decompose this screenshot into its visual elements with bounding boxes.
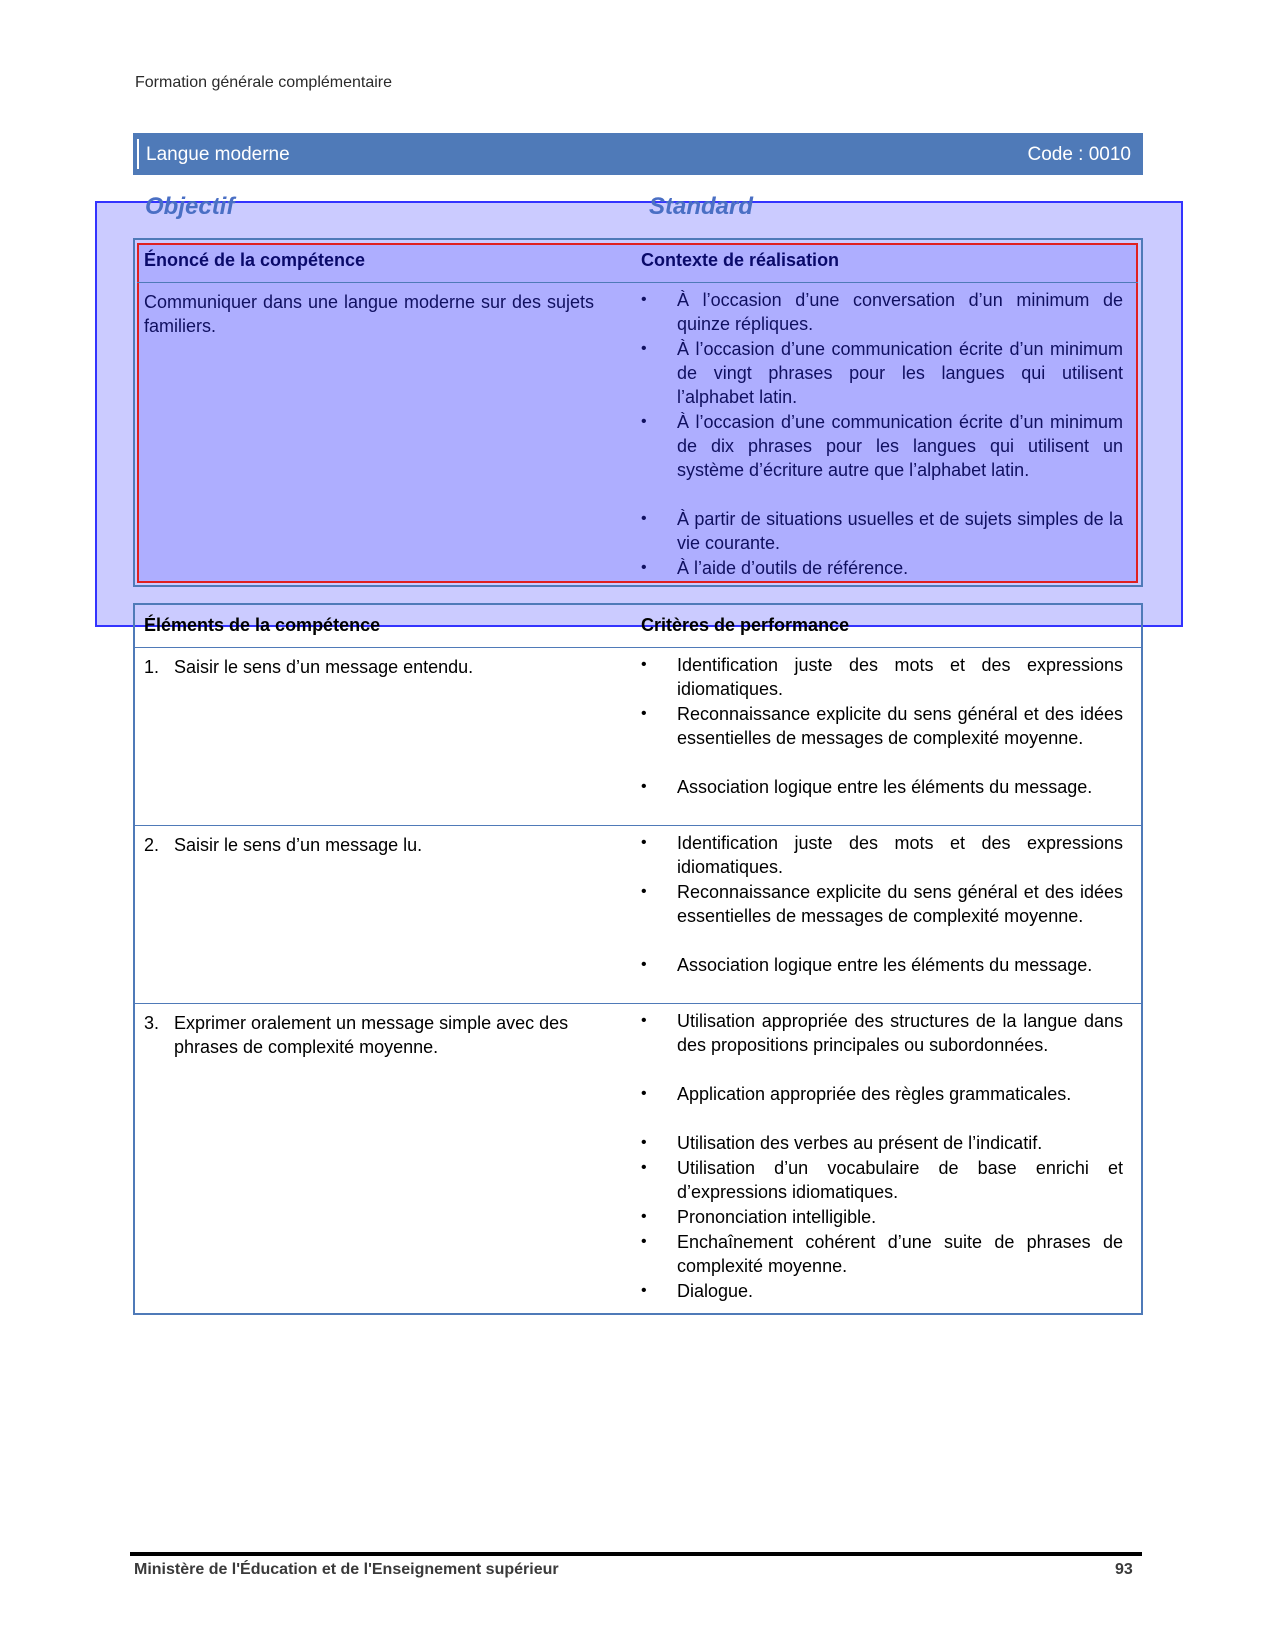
criterion-item: Utilisation appropriée des structures de la langue dans des propositions principales ou subordonnées. — [677, 1011, 1123, 1055]
row-divider — [135, 1003, 1141, 1004]
bullet-icon: • — [641, 883, 647, 900]
bullet-icon: • — [641, 705, 647, 722]
bullet-icon: • — [641, 1233, 647, 1250]
competence-header-divider — [137, 282, 1138, 283]
bullet-icon: • — [641, 956, 647, 973]
bullet-icon: • — [641, 1282, 647, 1299]
banner-divider — [137, 139, 139, 169]
context-item: À l’occasion d’une conversation d’un minimum de quinze répliques. — [677, 290, 1123, 334]
bullet-icon: • — [641, 1134, 647, 1151]
objectif-label: Objectif — [145, 193, 235, 220]
element-text: Saisir le sens d’un message lu. — [174, 835, 423, 855]
criteria-header: Critères de performance — [641, 615, 850, 635]
context-header: Contexte de réalisation — [641, 250, 840, 270]
context-item: À l’occasion d’une communication écrite d’un minimum de vingt phrases pour les langues qui utilisent l’alphabet latin. — [677, 339, 1123, 407]
criterion-item: Identification juste des mots et des expressions idiomatiques. — [677, 655, 1123, 699]
criterion-item: Enchaînement cohérent d’une suite de phrases de complexité moyenne. — [677, 1232, 1123, 1276]
bullet-icon: • — [641, 291, 647, 308]
criterion-item: Dialogue. — [677, 1281, 754, 1301]
element-number: 2. — [144, 835, 160, 855]
context-item: À partir de situations usuelles et de sujets simples de la vie courante. — [677, 509, 1123, 553]
criterion-item: Prononciation intelligible. — [677, 1207, 877, 1227]
elements-header: Éléments de la compétence — [144, 615, 381, 635]
bullet-icon: • — [641, 510, 647, 527]
context-item: À l’aide d’outils de référence. — [677, 558, 909, 578]
bullet-icon: • — [641, 1208, 647, 1225]
subject-title: Langue moderne — [146, 144, 290, 165]
standard-label: Standard — [649, 193, 754, 220]
bullet-icon: • — [641, 1085, 647, 1102]
bullet-icon: • — [641, 413, 647, 430]
element-text: Saisir le sens d’un message entendu. — [174, 657, 474, 677]
bullet-icon: • — [641, 1012, 647, 1029]
footer-ministry: Ministère de l'Éducation et de l'Enseignement supérieur — [134, 1561, 559, 1578]
context-item: À l’occasion d’une communication écrite d’un minimum de dix phrases pour les langues qui utilisent un système d’écriture autre que l’alphabet latin. — [677, 412, 1123, 480]
criterion-item: Reconnaissance explicite du sens général et des idées essentielles de messages de complexité moyenne. — [677, 704, 1123, 748]
bullet-icon: • — [641, 559, 647, 576]
criterion-item: Association logique entre les éléments du message. — [677, 955, 1093, 975]
bullet-icon: • — [641, 656, 647, 673]
element-number: 1. — [144, 657, 160, 677]
bullet-icon: • — [641, 834, 647, 851]
criterion-item: Association logique entre les éléments du message. — [677, 777, 1093, 797]
criterion-item: Application appropriée des règles grammaticales. — [677, 1084, 1072, 1104]
footer-rule — [130, 1552, 1142, 1556]
page-number: 93 — [1115, 1561, 1133, 1578]
criterion-item: Identification juste des mots et des expressions idiomatiques. — [677, 833, 1123, 877]
document-header: Formation générale complémentaire — [135, 74, 393, 91]
course-banner — [133, 133, 1143, 175]
criterion-item: Utilisation des verbes au présent de l’indicatif. — [677, 1133, 1043, 1153]
course-code: Code : 0010 — [1027, 144, 1131, 165]
element-number: 3. — [144, 1013, 160, 1033]
row-divider — [135, 825, 1141, 826]
bullet-icon: • — [641, 1159, 647, 1176]
element-text: Exprimer oralement un message simple avec des phrases de complexité moyenne. — [174, 1013, 569, 1057]
criterion-item: Reconnaissance explicite du sens général et des idées essentielles de messages de complexité moyenne. — [677, 882, 1123, 926]
competence-statement-header: Énoncé de la compétence — [144, 250, 366, 270]
bullet-icon: • — [641, 340, 647, 357]
elements-header-divider — [135, 647, 1141, 648]
bullet-icon: • — [641, 778, 647, 795]
criterion-item: Utilisation d’un vocabulaire de base enrichi et d’expressions idiomatiques. — [677, 1158, 1123, 1202]
competence-statement: Communiquer dans une langue moderne sur des sujets familiers. — [144, 292, 594, 336]
